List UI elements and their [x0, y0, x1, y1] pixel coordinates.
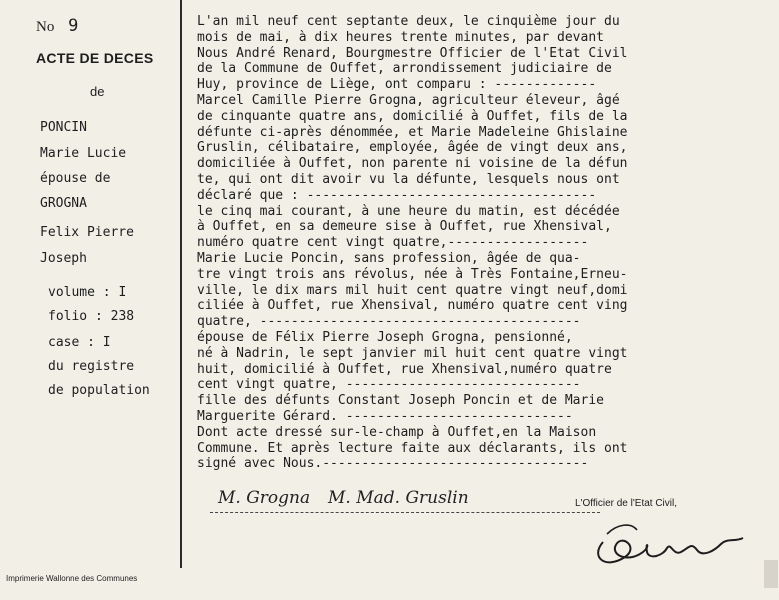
body-line: Gruslin, célibataire, employée, âgée de vingt deux ans, [197, 140, 628, 156]
printer-footer: Imprimerie Wallonne des Communes [6, 574, 138, 583]
number-value: 9 [68, 16, 79, 36]
body-line: mois de mai, à dix heures trente minutes, par devant [197, 29, 604, 45]
number-label: No [36, 19, 55, 35]
body-line: Huy, province de Liège, ont comparu : ------------- [197, 77, 597, 93]
body-line: huit, domicilié à Ouffet, rue Xhensival,numéro quatre [197, 361, 612, 377]
signature-line [210, 512, 600, 513]
body-line: né à Nadrin, le sept janvier mil huit cent quatre vingt [197, 345, 628, 361]
body-line: quatre, ----------------------------------------- [197, 314, 581, 330]
deceased-surname: PONCIN [40, 120, 87, 135]
body-line: Marguerite Gérard. ----------------------------- [197, 408, 573, 424]
body-line: fille des défunts Constant Joseph Poncin et de Marie [197, 393, 604, 409]
left-margin-column [0, 0, 180, 568]
body-line: tre vingt trois ans révolus, née à Très Fontaine,Erneu- [197, 266, 628, 282]
spouse-label: épouse de [40, 171, 111, 186]
body-line: de la Commune de Ouffet, arrondissement judiciaire de [197, 61, 612, 77]
registry-line-1: du registre [48, 359, 135, 374]
body-line: défunte ci-après dénommée, et Marie Madeleine Ghislaine [197, 124, 628, 140]
certificate-body [197, 14, 773, 472]
spouse-surname: GROGNA [40, 196, 87, 211]
signature-grogna: M. Grogna [218, 488, 311, 508]
body-line: épouse de Félix Pierre Joseph Grogna, pensionné, [197, 329, 573, 345]
body-line: ville, le dix mars mil huit cent quatre vingt neuf,domi [197, 282, 628, 298]
volume-field: volume : I [48, 285, 127, 300]
body-line: Nous André Renard, Bourgmestre Officier de l'Etat Civil [197, 45, 628, 61]
body-line: signé avec Nous.---------------------------------- [197, 456, 589, 472]
spouse-firstnames: Felix Pierre [40, 225, 134, 240]
body-line: numéro quatre cent vingt quatre,------------------ [197, 235, 589, 251]
signature-gruslin: M. Mad. Gruslin [328, 488, 469, 508]
body-line: à Ouffet, en sa demeure sise à Ouffet, rue Xhensival, [197, 219, 612, 235]
body-line: Dont acte dressé sur-le-champ à Ouffet,en la Maison [197, 424, 597, 440]
body-line: déclaré que : ------------------------------------- [197, 187, 597, 203]
document-title: ACTE DE DECES [36, 50, 154, 66]
body-line: Marie Lucie Poncin, sans profession, âgée de qua- [197, 250, 581, 266]
edge-mark [764, 560, 778, 588]
de-label: de [90, 84, 105, 99]
body-line: Marcel Camille Pierre Grogna, agriculteur éleveur, âgé [197, 92, 620, 108]
folio-field: folio : 238 [48, 309, 135, 324]
act-number [36, 16, 78, 36]
body-line: cent vingt quatre, ------------------------------ [197, 377, 581, 393]
body-line: te, qui ont dit avoir vu la défunte, lesquels nous ont [197, 171, 620, 187]
body-line: de cinquante quatre ans, domicilié à Ouffet, fils de la [197, 108, 628, 124]
body-line: domiciliée à Ouffet, non parente ni voisine de la défun [197, 156, 628, 172]
deceased-firstnames: Marie Lucie [40, 146, 127, 161]
body-line: L'an mil neuf cent septante deux, le cinquième jour du [197, 14, 620, 29]
body-line: le cinq mai courant, à une heure du matin, est décédée [197, 203, 620, 219]
body-line: ciliée à Ouffet, rue Xhensival, numéro quatre cent ving [197, 298, 628, 314]
registry-line-2: de population [48, 383, 150, 398]
officer-signature-icon [585, 512, 755, 572]
body-line: Commune. Et après lecture faite aux déclarants, ils ont [197, 440, 628, 456]
case-field: case : I [48, 335, 111, 350]
spouse-third-name: Joseph [40, 251, 87, 266]
officer-label: L'Officier de l'Etat Civil, [575, 498, 678, 509]
column-divider [180, 0, 182, 568]
